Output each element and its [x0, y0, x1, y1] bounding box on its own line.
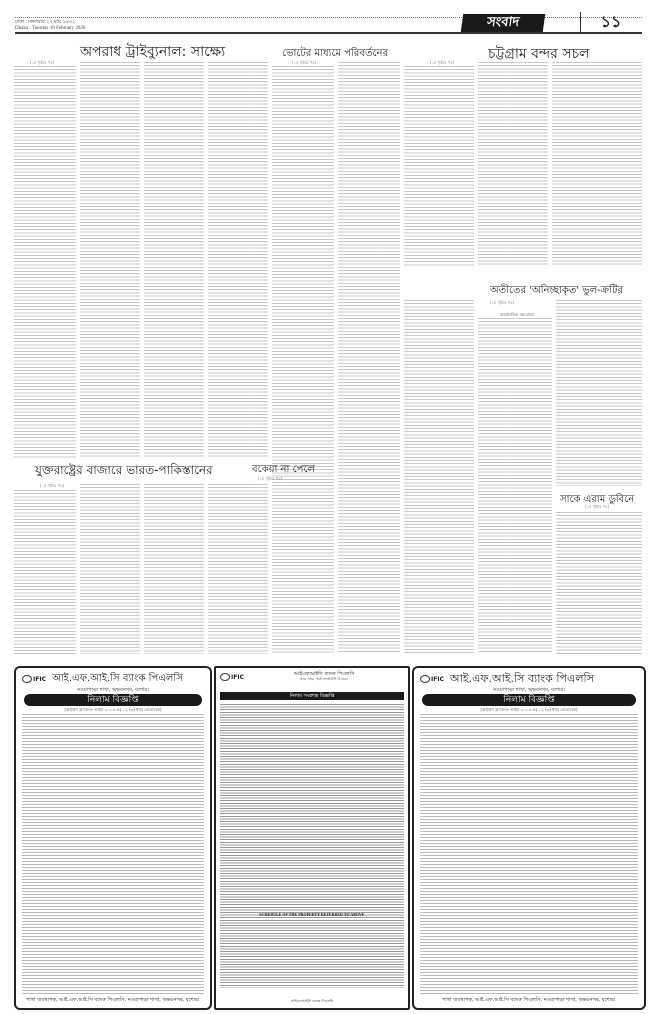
masthead — [0, 0, 650, 38]
article-subhead: রাজনৈতিক সমঝোতা — [500, 312, 535, 317]
article-headline: অতীতের 'অনিচ্ছাকৃত' ভুল-ক্রটির — [490, 285, 623, 296]
auction-notice-ad — [214, 666, 410, 1010]
date-english: Dhaka : Tuesday 10 February 2026 — [15, 26, 86, 31]
bank-name: আই.এফ.আই.সি ব্যাংক পিএলসি — [52, 672, 183, 684]
notice-title: নিলাম সংক্রান্ত বিজ্ঞপ্তি — [220, 692, 404, 700]
bank-logo-icon: IFIC — [420, 674, 446, 684]
article-text-column — [404, 300, 474, 654]
continuation-note: (১ম পৃষ্ঠার পর) — [40, 483, 65, 488]
notice-body-text — [220, 704, 404, 988]
article-text-column — [556, 300, 642, 486]
article-text-column — [556, 512, 642, 654]
article-text-column — [404, 66, 474, 266]
article-text-column — [208, 62, 268, 458]
notice-body-text — [420, 714, 638, 994]
article-headline: বকেয়া না পেলে — [252, 464, 315, 475]
notice-subtitle: (অর্থঋণ আদালত আইন ২০০৩ এর ১২ (৩) ধারা মোতাবেক) — [64, 707, 162, 712]
article-headline: অপরাধ ট্রাইব্যুনাল: সাক্ষ্যে — [80, 44, 226, 60]
notice-signature: শাখা ব্যবস্থাপক, আই.এফ.আই.সি ব্যাংক পিএলসি, নওয়াপাড়া শাখা, অভয়নগর, যশোর। — [26, 997, 200, 1003]
continuation-note: (১ম পৃষ্ঠার পর) — [292, 60, 317, 65]
article-headline: সাকে এরাম ডুবিনে — [560, 494, 635, 505]
dotted-divider — [15, 17, 642, 18]
notice-title: নিলাম বিজ্ঞপ্তি — [422, 694, 636, 706]
notice-subtitle: (অর্থঋণ আদালত আইন ২০০৩ এর ১২ (৩) ধারা মোতাবেক) — [480, 707, 578, 712]
article-text-column — [144, 62, 204, 458]
article-text-column — [478, 62, 548, 266]
bank-logo-icon: IFIC — [22, 674, 48, 684]
bank-logo-icon: IFIC — [220, 672, 246, 682]
continuation-note: (১ম পৃষ্ঠার পর) — [430, 60, 455, 65]
notice-body-text — [22, 714, 204, 994]
bank-name: আইএফআইসি ব্যাংক পিএলসি — [293, 671, 355, 677]
continuation-note: (১ম পৃষ্ঠার পর) — [585, 504, 610, 509]
branch-name: সদর দপ্তর, আইএফআইসি টাওয়ার — [299, 677, 348, 681]
page-number: ১১ — [580, 12, 641, 32]
article-headline: চট্টগ্রাম বন্দর সচল — [488, 46, 590, 62]
dateline — [15, 20, 85, 32]
article-text-column — [80, 484, 140, 654]
article-text-column — [144, 484, 204, 654]
branch-name: নওয়াপাড়া শাখা, অভয়নগর, যশোর। — [77, 687, 149, 693]
article-text-column — [14, 490, 76, 654]
schedule-heading: SCHEDULE OF THE PROPERTY REFERRED TO ABOVE — [259, 912, 365, 917]
article-headline: যুক্তরাষ্ট্রের বাজারে ভারত-পাকিস্তানের — [35, 463, 213, 477]
notice-title: নিলাম বিজ্ঞপ্তি — [24, 694, 202, 706]
continuation-note: (১ম পৃষ্ঠার পর) — [30, 60, 55, 65]
auction-notice-ad — [14, 666, 212, 1010]
article-text-column — [272, 66, 334, 654]
article-text-column — [478, 318, 552, 654]
bank-name: আই.এফ.আই.সি ব্যাংক পিএলসি — [450, 671, 594, 685]
article-text-column — [14, 66, 76, 458]
article-text-column — [338, 62, 400, 654]
notice-signature: আইএফআইসি ব্যাংক পিএলসি — [290, 999, 334, 1003]
newspaper-logo: সংবাদ — [461, 14, 546, 32]
date-bangla: ঢাকা : মঙ্গলবার ২৭ মাঘ ১৪৩২ — [15, 20, 76, 25]
header-rule — [15, 32, 642, 34]
notice-signature: শাখা ব্যবস্থাপক, আই.এফ.আই.সি ব্যাংক পিএলসি, নওয়াপাড়া শাখা, অভয়নগর, যশোর। — [442, 997, 616, 1003]
article-text-column — [552, 62, 642, 266]
article-headline: ভোটের মাধ্যমে পরিবর্তনের — [282, 48, 388, 59]
continuation-note: (১ম পৃষ্ঠার পর) — [490, 300, 515, 305]
continuation-note: (১ম পৃষ্ঠার পর) — [258, 476, 283, 481]
article-text-column — [208, 484, 268, 654]
article-text-column — [80, 62, 140, 458]
auction-notice-ad — [412, 666, 646, 1010]
branch-name: নওয়াপাড়া শাখা, অভয়নগর, যশোর। — [493, 687, 565, 693]
